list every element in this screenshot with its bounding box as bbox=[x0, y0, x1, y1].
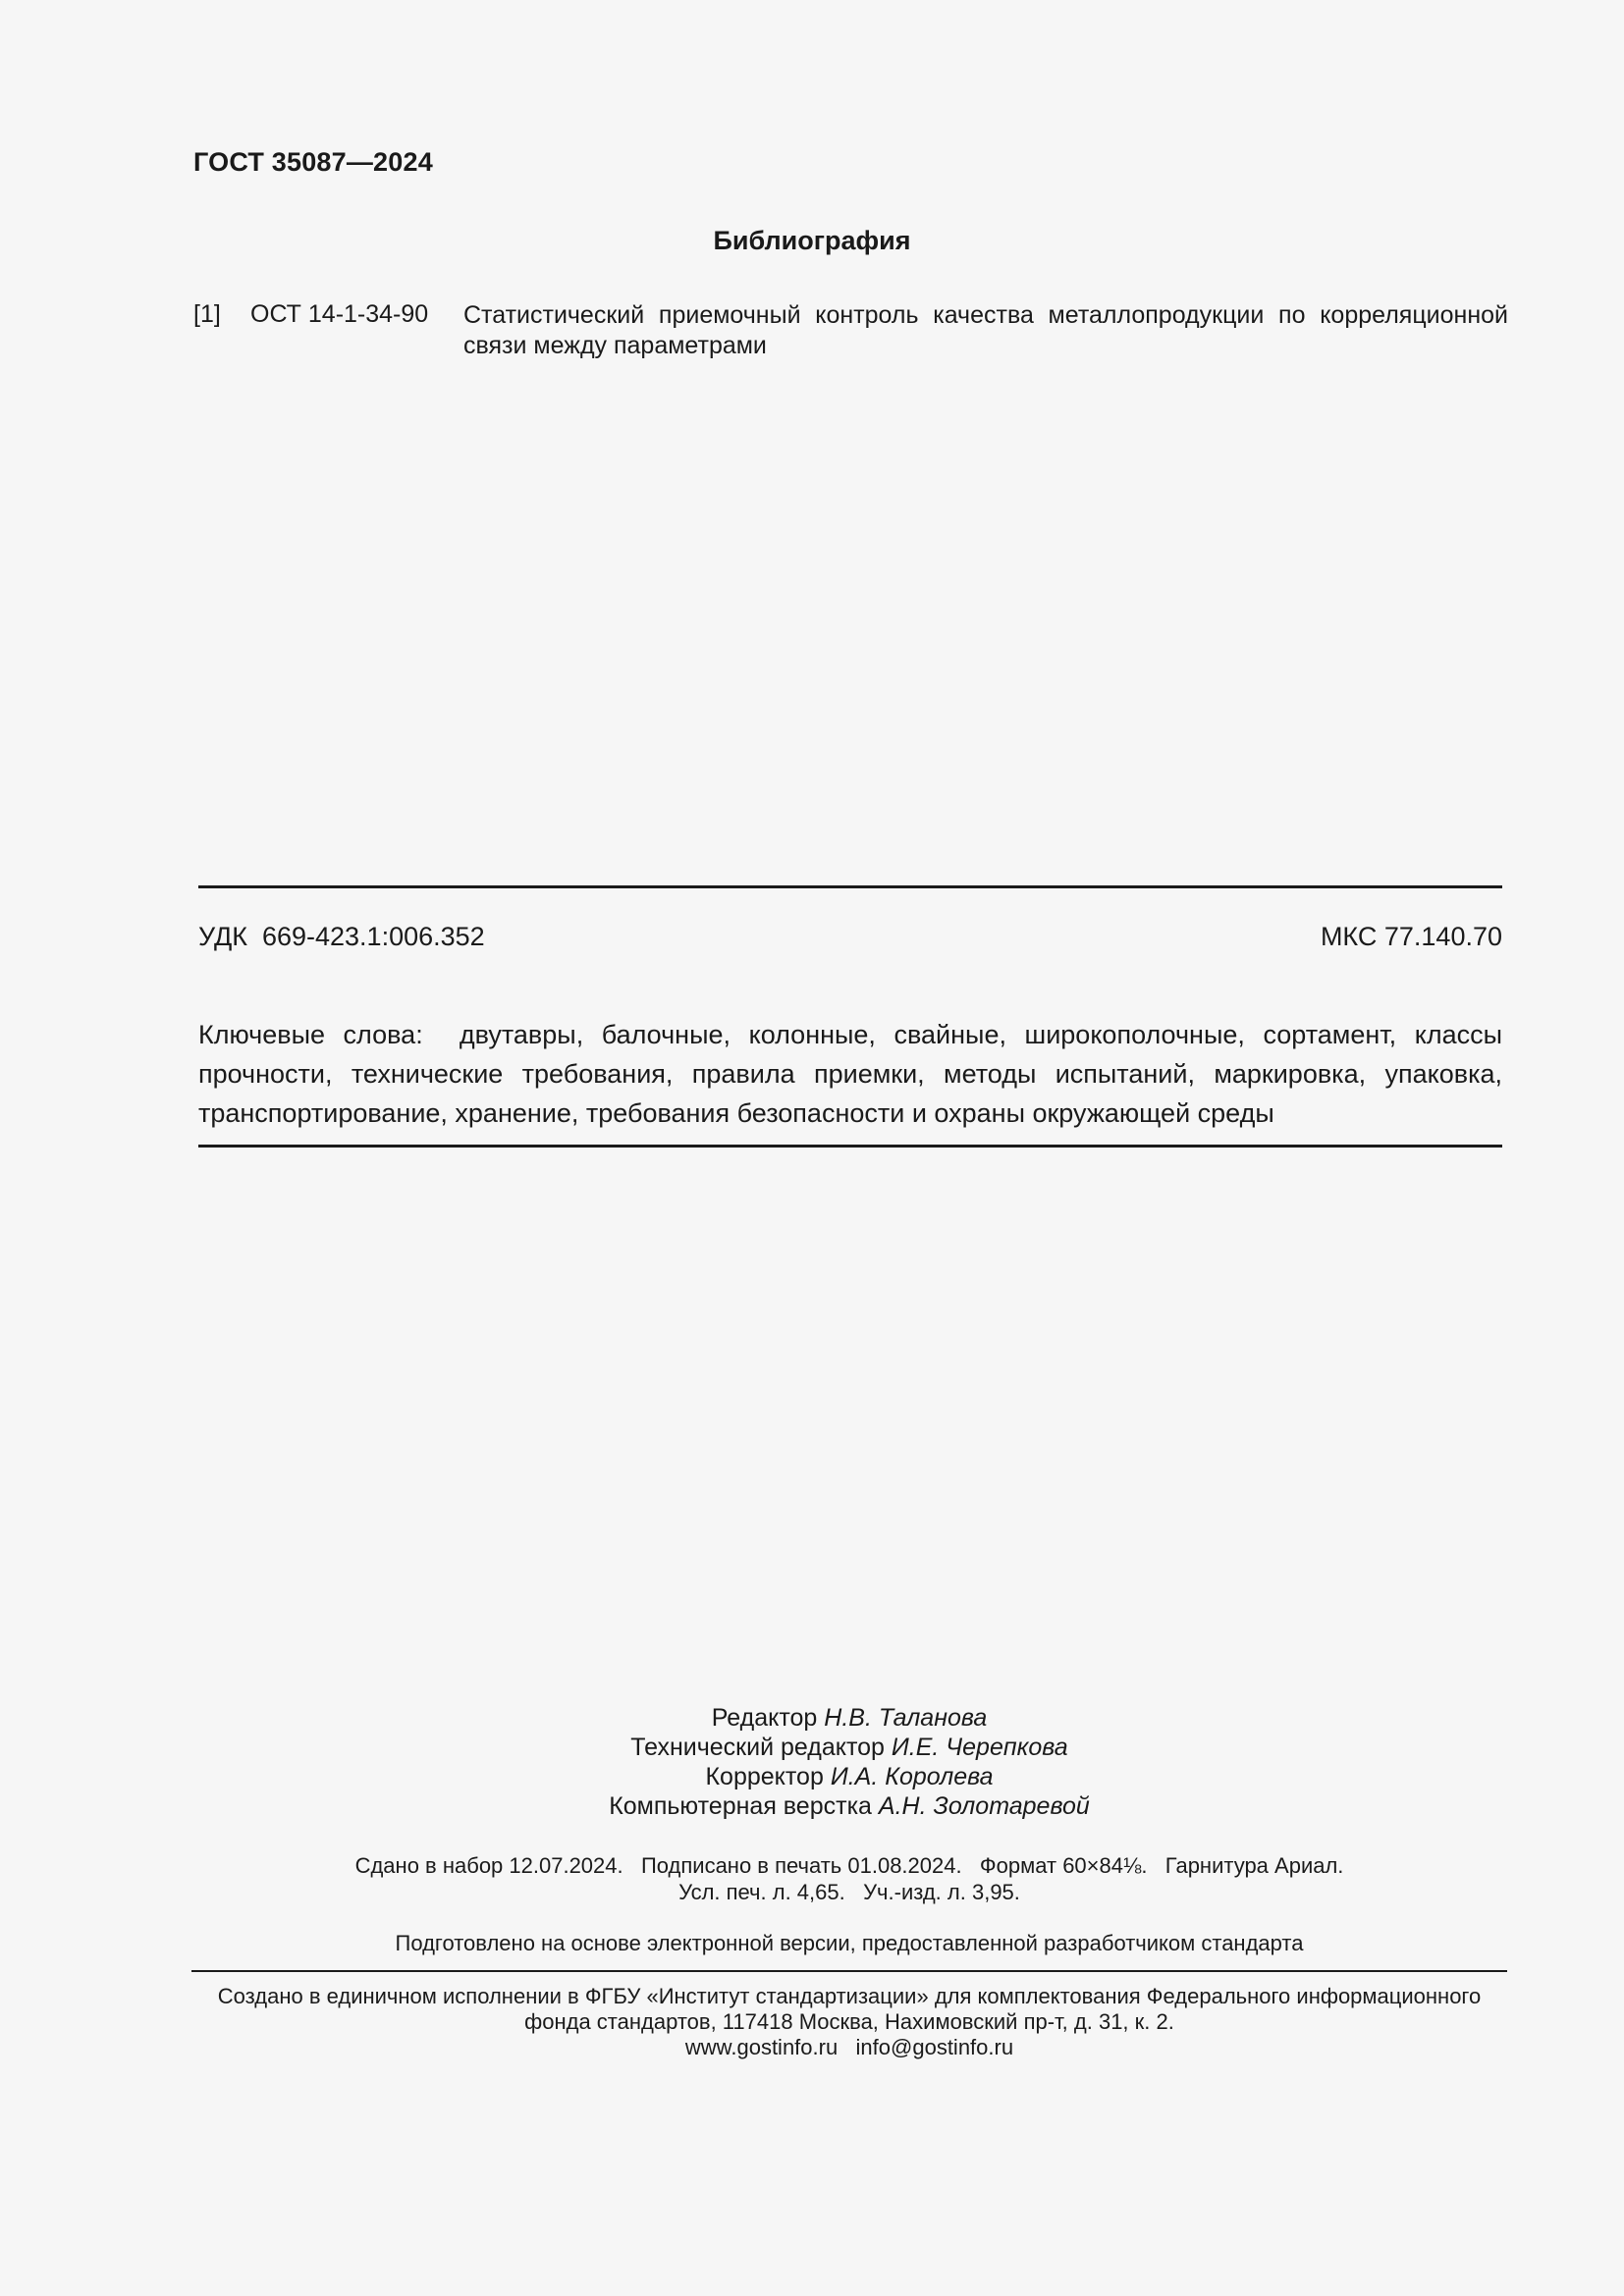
divider-middle bbox=[198, 1145, 1502, 1148]
divider-top bbox=[198, 885, 1502, 888]
credit-technical-editor: Технический редактор И.Е. Черепкова bbox=[630, 1734, 1068, 1761]
bibliography-title: Библиография bbox=[713, 226, 911, 255]
credit-editor: Редактор Н.В. Таланова bbox=[711, 1704, 988, 1732]
bibliography-item-number: [1] bbox=[193, 300, 221, 328]
credit-layout: Компьютерная верстка А.Н. Золотаревой bbox=[609, 1792, 1090, 1820]
footer-line-1: Создано в единичном исполнении в ФГБУ «Институт стандартизации» для комплектования Федерального информационного bbox=[217, 1984, 1482, 2008]
layout-name: А.Н. Золотаревой bbox=[878, 1792, 1090, 1820]
print-info-line-2: Усл. печ. л. 4,65. Уч.-изд. л. 3,95. bbox=[678, 1880, 1020, 1904]
print-info bbox=[0, 1852, 1624, 1905]
bibliography-item-text: Статистический приемочный контроль качества металлопродукции по корреляционной связи между параметрами bbox=[463, 301, 1508, 359]
editor-name: Н.В. Таланова bbox=[824, 1704, 988, 1732]
bibliography-item-code: ОСТ 14-1-34-90 bbox=[250, 300, 429, 328]
udk-classification bbox=[198, 922, 485, 952]
credits-block bbox=[0, 1703, 1624, 1821]
keywords-label: Ключевые слова: bbox=[198, 1020, 423, 1049]
website-link[interactable]: www.gostinfo.ru bbox=[684, 2035, 839, 2059]
technical-editor-name: И.Е. Черепкова bbox=[891, 1734, 1068, 1761]
proofreader-name: И.А. Королева bbox=[830, 1763, 994, 1790]
divider-bottom bbox=[191, 1970, 1507, 1972]
footer-line-2: фонда стандартов, 117418 Москва, Нахимовский пр-т, д. 31, к. 2. bbox=[524, 2009, 1174, 2034]
keywords-text: двутавры, балочные, колонные, свайные, широкополочные, сортамент, классы прочности, технические требования, правила приемки, методы испытаний, маркировка, упаковка, транспортирование, хранение, требования безопасности и охраны окружающей среды bbox=[198, 1020, 1502, 1128]
footer-contacts bbox=[0, 2035, 1624, 2060]
mks-label: МКС bbox=[1320, 922, 1378, 951]
prepared-note: Подготовлено на основе электронной версии, предоставленной разработчиком стандарта bbox=[395, 1931, 1304, 1955]
email-link[interactable]: info@gostinfo.ru bbox=[855, 2035, 1014, 2059]
udk-label: УДК bbox=[198, 922, 247, 951]
mks-value: 77.140.70 bbox=[1383, 922, 1502, 951]
udk-value: 669-423.1:006.352 bbox=[261, 922, 485, 951]
document-code: ГОСТ 35087—2024 bbox=[193, 147, 433, 177]
print-info-line-1: Сдано в набор 12.07.2024. Подписано в печать 01.08.2024. Формат 60×84⅛. Гарнитура Ариал. bbox=[354, 1853, 1344, 1878]
mks-classification bbox=[1321, 922, 1502, 952]
keywords-block bbox=[198, 1015, 1502, 1133]
credit-proofreader: Корректор И.А. Королева bbox=[705, 1763, 994, 1790]
footer bbox=[0, 1984, 1624, 2060]
